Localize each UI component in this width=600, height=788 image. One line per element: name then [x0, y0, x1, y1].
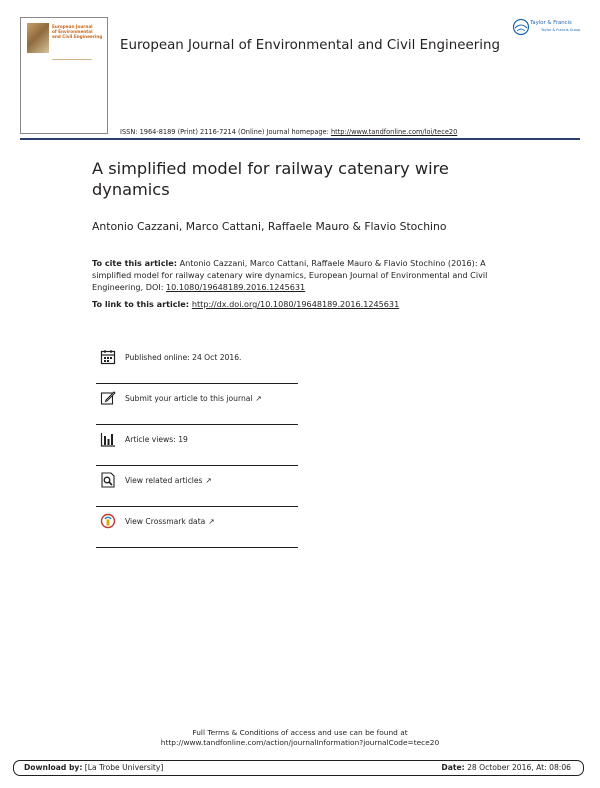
crossmark-item[interactable]: [96, 507, 298, 548]
article-authors: Antonio Cazzani, Marco Cattani, Raffaele Mauro & Flavio Stochino: [92, 220, 447, 233]
cover-title: [52, 24, 106, 40]
publisher-logo-text: Taylor & Francis: [530, 20, 572, 26]
terms-note: [0, 728, 600, 748]
download-info-bar: [13, 760, 584, 776]
terms-line: Full Terms & Conditions of access and use can be found at: [192, 728, 408, 737]
header-divider: [20, 138, 580, 140]
submit-article-item[interactable]: [96, 384, 298, 425]
downloaded-by-value: [La Trobe University]: [82, 763, 164, 772]
citation-label: To cite this article:: [92, 258, 178, 268]
article-link-line: [92, 299, 399, 309]
downloaded-by: [24, 763, 163, 772]
publisher-logo-subtext: Taylor & Francis Group: [541, 28, 581, 32]
download-date-label: Date:: [441, 763, 465, 772]
submit-article-label: [125, 394, 262, 403]
article-info-list: [96, 343, 298, 548]
article-title: A simplified model for railway catenary wire dynamics: [92, 159, 449, 199]
issn-line: [120, 128, 457, 136]
crossmark-icon: [100, 513, 116, 529]
external-link-icon: ↗: [205, 476, 212, 485]
published-online-label: Published online: 24 Oct 2016.: [125, 353, 242, 362]
citation-text: Antonio Cazzani, Marco Cattani, Raffaele Mauro & Flavio Stochino (2016): A simplified model for railway catenary wire dynamics, European Journal of Environmental and Civil Engineering, DOI:: [92, 258, 488, 292]
crossmark-label: [125, 517, 215, 526]
download-date: [441, 763, 571, 772]
magnifier-icon: [100, 472, 116, 488]
article-link-label: To link to this article:: [92, 299, 192, 309]
pencil-icon: [100, 390, 116, 406]
citation-doi-link[interactable]: 10.1080/19648189.2016.1245631: [166, 282, 306, 292]
external-link-icon: ↗: [255, 394, 262, 403]
cover-image: [27, 23, 49, 53]
submit-article-text: Submit your article to this journal: [125, 394, 253, 403]
cover-title-line: and Civil Engineering: [52, 34, 103, 40]
related-articles-label: [125, 476, 212, 485]
download-date-value: 28 October 2016, At: 08:06: [464, 763, 571, 772]
terms-url-link[interactable]: http://www.tandfonline.com/action/journalInformation?journalCode=tece20: [160, 738, 440, 747]
published-online-item: [96, 343, 298, 384]
calendar-icon: [100, 349, 116, 365]
journal-name: European Journal of Environmental and Civil Engineering: [120, 38, 500, 53]
journal-cover: [20, 17, 108, 134]
journal-homepage-link[interactable]: http://www.tandfonline.com/loi/tece20: [330, 128, 458, 136]
cover-divider: [52, 59, 92, 60]
bar-chart-icon: [100, 431, 116, 447]
related-articles-text: View related articles: [125, 476, 203, 485]
article-views-item: [96, 425, 298, 466]
downloaded-by-label: Download by:: [24, 763, 83, 772]
external-link-icon: ↗: [208, 517, 215, 526]
related-articles-item[interactable]: [96, 466, 298, 507]
article-doi-url-link[interactable]: http://dx.doi.org/10.1080/19648189.2016.1245631: [191, 299, 400, 309]
cover-title-line: of Environmental: [52, 29, 93, 35]
cover-title-line: European Journal: [52, 24, 93, 29]
article-views-label: Article views: 19: [125, 435, 188, 444]
issn-text: ISSN: 1964-8189 (Print) 2116-7214 (Online) Journal homepage:: [120, 128, 331, 136]
crossmark-text: View Crossmark data: [125, 517, 206, 526]
citation-block: [92, 257, 512, 293]
